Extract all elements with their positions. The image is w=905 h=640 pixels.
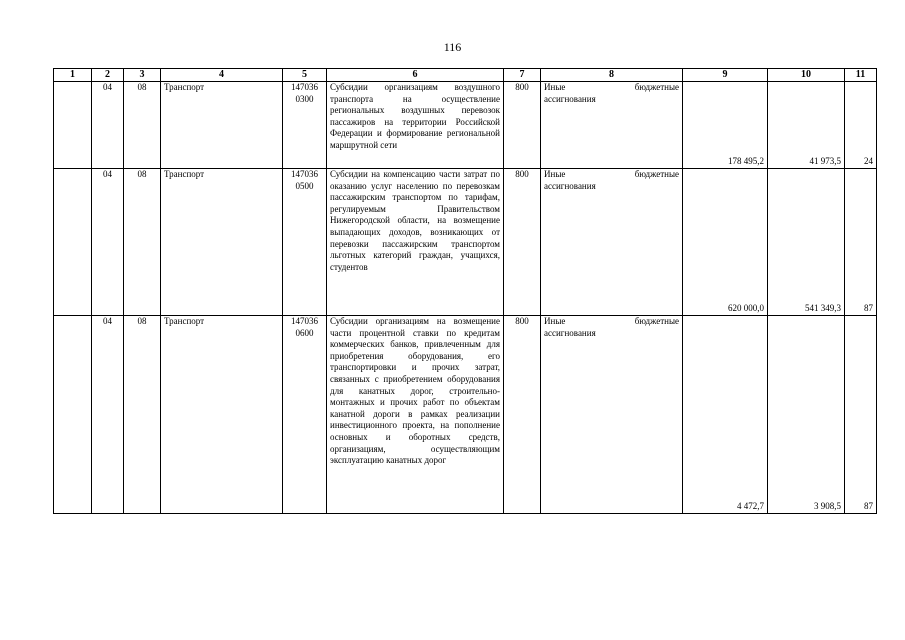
expense-word-2: бюджетные — [634, 169, 679, 179]
cell-percent: 87 — [845, 316, 877, 514]
table-row — [54, 169, 877, 316]
budget-table — [53, 68, 877, 514]
cell-description: Субсидии на компенсацию части затрат по оказанию услуг населению по перевозкам пассажирским транспортом по тарифам, регулируемым Правительством Нижегородской области, на возмещение выпадающих доходов, возникающих от перевозки пассажирским транспортом льготных категорий граждан, учащихся, студентов — [327, 169, 504, 316]
cell-number — [54, 169, 92, 316]
cell-description: Субсидии организациям воздушного транспорта на осуществление региональных воздушных перевозок пассажиров на территории Российской Федерации и формирование региональной маршрутной сети — [327, 82, 504, 169]
expense-word-3: ассигнования — [544, 327, 596, 338]
header-cell-6: 6 — [327, 69, 504, 82]
cell-target-code — [283, 169, 327, 316]
cell-name: Транспорт — [161, 169, 283, 316]
header-cell-5: 5 — [283, 69, 327, 82]
cell-target-code — [283, 316, 327, 514]
header-cell-9: 9 — [683, 69, 768, 82]
cell-plan: 620 000,0 — [683, 169, 768, 316]
cell-expense-type: 800 — [504, 82, 541, 169]
cell-expense-name — [541, 82, 683, 169]
header-cell-3: 3 — [124, 69, 161, 82]
cell-actual: 541 349,3 — [768, 169, 845, 316]
header-cell-7: 7 — [504, 69, 541, 82]
header-cell-4: 4 — [161, 69, 283, 82]
expense-word-2: бюджетные — [634, 82, 679, 92]
cell-subsection: 08 — [124, 169, 161, 316]
cell-section: 04 — [92, 316, 124, 514]
cell-expense-name — [541, 169, 683, 316]
header-row — [54, 69, 877, 82]
cell-actual: 3 908,5 — [768, 316, 845, 514]
cell-expense-name — [541, 316, 683, 514]
header-cell-11: 11 — [845, 69, 877, 82]
target-code-part1: 147036 — [291, 316, 318, 326]
target-code-part1: 147036 — [291, 169, 318, 179]
target-code-part2: 0600 — [295, 327, 314, 338]
expense-word-1: Иные — [544, 169, 566, 179]
header-cell-10: 10 — [768, 69, 845, 82]
target-code-part2: 0500 — [295, 180, 314, 191]
cell-target-code — [283, 82, 327, 169]
table-row — [54, 316, 877, 514]
header-cell-2: 2 — [92, 69, 124, 82]
expense-word-1: Иные — [544, 316, 566, 326]
cell-description: Субсидии организациям на возмещение части процентной ставки по кредитам коммерческих банков, привлеченным для приобретения оборудования, его транспортировки и прочих затрат, связанных с приобретением оборудования для канатных дорог, строительно-монтажных и прочих работ по объектам канатной дороги в рамках реализации инвестиционного проекта, на пополнение основных и оборотных средств, организациям, осуществляющим эксплуатацию канатных дорог — [327, 316, 504, 514]
expense-word-3: ассигнования — [544, 180, 596, 191]
cell-subsection: 08 — [124, 316, 161, 514]
cell-percent: 87 — [845, 169, 877, 316]
cell-section: 04 — [92, 82, 124, 169]
cell-subsection: 08 — [124, 82, 161, 169]
cell-name: Транспорт — [161, 82, 283, 169]
cell-actual: 41 973,5 — [768, 82, 845, 169]
expense-word-2: бюджетные — [634, 316, 679, 326]
cell-plan: 178 495,2 — [683, 82, 768, 169]
cell-percent: 24 — [845, 82, 877, 169]
target-code-part1: 147036 — [291, 82, 318, 92]
cell-plan: 4 472,7 — [683, 316, 768, 514]
cell-expense-type: 800 — [504, 316, 541, 514]
header-cell-1: 1 — [54, 69, 92, 82]
cell-number — [54, 82, 92, 169]
page-number: 116 — [443, 40, 462, 54]
cell-section: 04 — [92, 169, 124, 316]
cell-name: Транспорт — [161, 316, 283, 514]
table-row — [54, 82, 877, 169]
cell-expense-type: 800 — [504, 169, 541, 316]
cell-number — [54, 316, 92, 514]
expense-word-3: ассигнования — [544, 93, 596, 104]
header-cell-8: 8 — [541, 69, 683, 82]
target-code-part2: 0300 — [295, 93, 314, 104]
expense-word-1: Иные — [544, 82, 566, 92]
